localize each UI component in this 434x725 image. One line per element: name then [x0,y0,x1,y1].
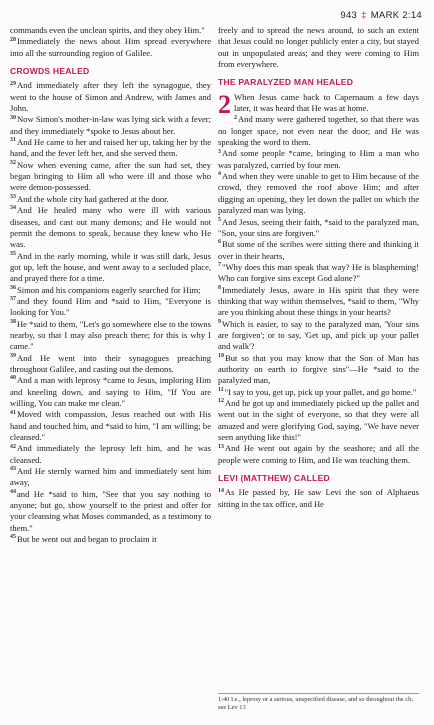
verse: $^{42}$And immediately the leprosy left him, and he was cleansed. [10,443,211,465]
verse: $^{14}$As He passed by, He saw Levi the son of Alphaeus sitting in the tax office, and He [218,487,419,509]
verse: $^2$And many were gathered together, so that there was no longer space, not even near the door; and He was speaking the word to them. [218,114,419,148]
verse: $^{40}$And a man with leprosy *came to Jesus, imploring Him and kneeling down, and saying to Him, "If You are willing, You can make me clean." [10,375,211,408]
verse: $^8$Immediately Jesus, aware in His spirit that they were thinking that way within themselves, *said to them, "Why are you thinking about these things in your hearts? [218,284,419,318]
header-separator: ‡ [361,10,367,21]
right-column [218,25,419,510]
verse: $^{31}$And He came to her and raised her up, taking her by the hand, and the fever left her, and she served them. [10,137,211,159]
page-header [340,10,422,21]
verse: $^{36}$Simon and his companions eagerly searched for Him; [10,284,201,295]
verse: $^{45}$But he went out and began to proclaim it [10,534,157,545]
verse: $^{30}$Now Simon's mother-in-law was lying sick with a fever; and they immediately *spoke to Jesus about her. [10,114,211,136]
verse-text: freely and to spread the news around, to such an extent that Jesus could no longer publicly enter a city, but stayed out in unpopulated areas; and they were coming to Him from everywhere. [218,25,419,70]
verse: $^{10}$But so that you may know that the Son of Man has authority on earth to forgive sins"—He *said to the paralyzed man, [218,352,419,386]
left-column [10,25,211,545]
verse: $^7$"Why does this man speak that way? He is blaspheming! Who can forgive sins except God alone?" [218,261,419,284]
section-heading: THE PARALYZED MAN HEALED [218,77,354,88]
verse: $^{37}$and they found Him and *said to Him, "Everyone is looking for You." [10,295,211,318]
verse: $^{35}$And in the early morning, while it was still dark, Jesus got up, left the house, and went away to a secluded place, and prayed there for a time. [10,250,211,284]
section-heading: CROWDS HEALED [10,66,90,77]
verse: $^{39}$And He went into their synagogues preaching throughout Galilee, and casting out the demons. [10,352,211,374]
verse: $^{34}$And He healed many who were ill with various diseases, and cast out many demons; and He would not permit the demons to speak, because they knew who He was. [10,205,211,250]
verse: $^4$And when they were unable to get to Him because of the crowd, they removed the roof above Him; and after digging an opening, they let down the pallet on which the paralyzed man was lying. [218,171,419,216]
verse: $^{29}$And immediately after they left the synagogue, they went to the house of Simon and Andrew, with James and John. [10,80,211,114]
page-number: 943 [340,10,358,21]
verse: $^{44}$and He *said to him, "See that you say nothing to anyone; but go, show yourself to the priest and offer for your cleansing what Moses commanded, as a testimony to them." [10,488,211,533]
verse: $^{43}$And He sternly warned him and immediately sent him away, [10,466,211,488]
verse: $^{28}$Immediately the news about Him spread everywhere into all the surrounding region of Galilee. [10,36,211,58]
footnote: 1:40 I.e., leprosy or a serious, unspecified disease, and so throughout the ch; see Lev 13 [218,693,419,712]
section-heading: LEVI (MATTHEW) CALLED [218,473,330,484]
verse: $^{32}$Now when evening came, after the sun had set, they began bringing to Him all who were ill and those who were demon-possessed. [10,159,211,193]
verse: $^{13}$And He went out again by the seashore; and all the people were coming to Him, and He was teaching them. [218,443,419,465]
verse: $^3$And some people *came, bringing to Him a man who was paralyzed, carried by four men. [218,148,419,170]
verse: $^{11}$"I say to you, get up, pick up your pallet, and go home." [218,386,417,397]
verse: $^{38}$He *said to them, "Let's go somewhere else to the towns nearby, so that I may also preach there; for this is why I came." [10,318,211,352]
verse: $^6$But some of the scribes were sitting there and thinking it over in their hearts, [218,239,419,261]
chapter-number: 2 [218,89,231,119]
verse: $^5$And Jesus, seeing their faith, *said to the paralyzed man, "Son, your sins are forgiven." [218,216,419,238]
verse: $^{33}$And the whole city had gathered at the door. [10,193,169,204]
book-reference: MARK 2:14 [370,10,422,21]
verse: $^{12}$And he got up and immediately picked up the pallet and went out in the sight of everyone, so that they were all amazed and were glorifying God, saying, "We have never seen anything like this!" [218,398,419,443]
verse: 2 When Jesus came back to Capernaum a few days later, it was heard that He was at home. [218,89,419,119]
verse: $^{41}$Moved with compassion, Jesus reached out with His hand and touched him, and *said to him, "I am willing; be cleansed." [10,409,211,443]
verse-text: commands even the unclean spirits, and they obey Him." [10,25,205,35]
verse: $^9$Which is easier, to say to the paralyzed man, 'Your sins are forgiven'; or to say, 'Get up, and pick up your pallet and walk'? [218,318,419,352]
